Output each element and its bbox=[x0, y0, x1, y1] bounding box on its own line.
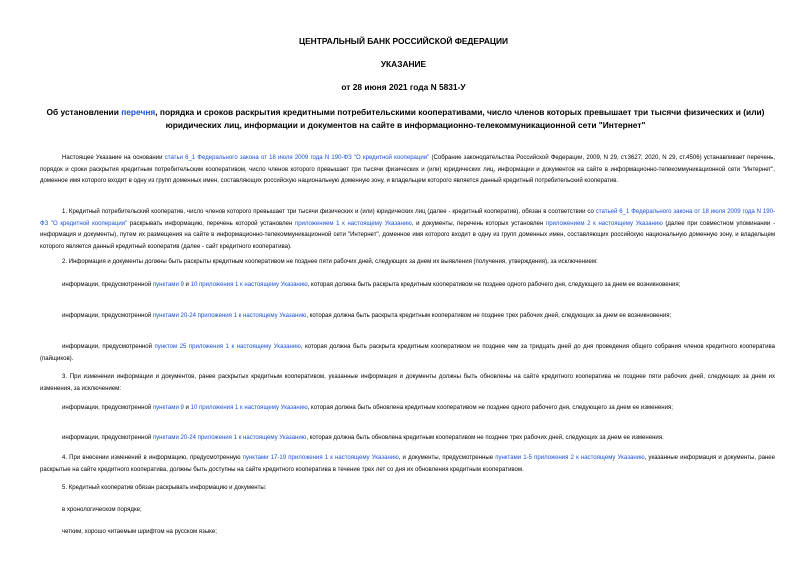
paragraph-3a bbox=[40, 403, 775, 415]
p2b-link-items-20-24[interactable]: пунктами 20-24 приложения 1 к настоящему Указанию bbox=[152, 313, 307, 319]
p2a-link-item-10[interactable]: 10 приложения 1 к настоящему Указанию bbox=[190, 282, 308, 288]
p4-text-3: , указанные информация и документы, ранее раскрытые на сайте кредитного кооператива, должны быть доступны на сайте кредитного кооператива в течение трех лет со дня их обновления кредитным кооперативом. bbox=[40, 455, 776, 473]
p4-link-items-17-19[interactable]: пунктами 17-19 приложения 1 к настоящему Указанию bbox=[242, 455, 399, 461]
p2a-text-1: информации, предусмотренной bbox=[62, 282, 153, 288]
p2a-text-2: и bbox=[183, 282, 191, 288]
p4-link-appendix-2-items-1-5[interactable]: пунктами 1-5 приложения 2 к настоящему Указанию bbox=[495, 455, 645, 461]
date-number-heading: от 28 июня 2021 года N 5831-У bbox=[341, 82, 466, 92]
paragraph-3: 3. При изменении информации и документов, ранее раскрытых кредитным кооперативом, указанные информация и документы должны быть обновлены на сайте кредитного кооператива не позднее пяти рабочих дней, следующих за днем их изменения, за исключением: bbox=[40, 374, 775, 392]
paragraph-2c bbox=[40, 342, 775, 365]
paragraph-2: 2. Информация и документы должны быть раскрыты кредитным кооперативом не позднее пяти рабочих дней, следующих за днем их выявления (получения, утверждения), за исключением: bbox=[62, 259, 598, 265]
paragraph-2b bbox=[40, 311, 775, 323]
intro-paragraph bbox=[40, 153, 775, 188]
p2c-text-2: , которая должна быть раскрыта кредитным кооперативом не позднее чем за тридцать дней до дня проведения общего собрания членов кредитного кооператива (пайщиков). bbox=[40, 344, 776, 362]
p3a-text-1: информации, предусмотренной bbox=[62, 405, 153, 411]
p2c-text-1: информации, предусмотренной bbox=[62, 344, 155, 350]
p1-text-1: 1. Кредитный потребительский кооператив, число членов которого превышает три тысячи физических и (или) юридических лиц (далее - кредитный кооператив), обязан в соответствии со bbox=[62, 209, 596, 215]
p4-text-1: 4. При внесении изменений в информацию, предусмотренную bbox=[62, 455, 243, 461]
p2a-link-item-9[interactable]: пунктами 9 bbox=[152, 282, 184, 288]
issuer-heading: ЦЕНТРАЛЬНЫЙ БАНК РОССИЙСКОЙ ФЕДЕРАЦИИ bbox=[298, 36, 509, 46]
document-title bbox=[28, 106, 783, 132]
intro-link-law-article[interactable]: статьи 6_1 Федерального закона от 18 июля 2009 года N 190-ФЗ "О кредитной кооперации" bbox=[164, 155, 430, 161]
p3a-text-3: , которая должна быть обновлена кредитным кооперативом не позднее одного рабочего дня, следующего за днем ее изменения; bbox=[307, 405, 673, 411]
title-link-perechen[interactable]: перечня bbox=[121, 107, 156, 117]
paragraph-2a bbox=[40, 280, 775, 292]
p3a-link-item-9[interactable]: пунктами 9 bbox=[152, 405, 184, 411]
paragraph-4 bbox=[40, 453, 775, 476]
paragraph-3b bbox=[40, 433, 775, 445]
p3a-text-2: и bbox=[183, 405, 191, 411]
p2b-text-1: информации, предусмотренной bbox=[62, 313, 153, 319]
p1-text-4: (далее при совместном упоминании - информация и документы), путем их размещения на сайте в информационно-телекоммуникационной сети "Интернет", доменное имя которого входит в одну из групп доменных имен, составляющих российскую национальную доменную зону, и владельцем которого является данный кредитный кооператив (далее - сайт кредитного кооператива). bbox=[40, 220, 775, 250]
document-type-heading: УКАЗАНИЕ bbox=[380, 59, 427, 69]
p1-text-3: , и документы, перечень которых установлен bbox=[411, 220, 546, 227]
paragraph-1 bbox=[40, 207, 775, 253]
p1-text-2: раскрывать информацию, перечень которой установлен bbox=[127, 220, 295, 227]
title-text-1: Об установлении bbox=[46, 107, 122, 117]
p4-text-2: , и документы, предусмотренные bbox=[398, 455, 496, 461]
p3b-text-2: , которая должна быть обновлена кредитным кооперативом не позднее трех рабочих дней, следующих за днем ее изменения. bbox=[306, 435, 664, 441]
paragraph-5: 5. Кредитный кооператив обязан раскрывать информацию и документы: bbox=[62, 485, 267, 491]
p2a-text-3: , которая должна быть раскрыта кредитным кооперативом не позднее одного рабочего дня, следующего за днем ее возникновения; bbox=[307, 282, 681, 288]
p2c-link-item-25[interactable]: пунктом 25 приложения 1 к настоящему Указанию bbox=[154, 344, 301, 350]
p1-link-appendix-1[interactable]: приложением 1 к настоящему Указанию bbox=[294, 220, 412, 227]
p1-link-appendix-2[interactable]: приложением 2 к настоящему Указанию bbox=[545, 220, 663, 227]
p2b-text-2: , которая должна быть раскрыта кредитным кооперативом не позднее трех рабочих дней, следующих за днем ее возникновения; bbox=[306, 313, 672, 319]
intro-text-1: Настоящее Указание на основании bbox=[62, 155, 165, 161]
p3b-text-1: информации, предусмотренной bbox=[62, 435, 153, 441]
p3a-link-item-10[interactable]: 10 приложения 1 к настоящему Указанию bbox=[190, 405, 308, 411]
intro-text-2: (Собрание законодательства Российской Федерации, 2009, N 29, ст.3627; 2020, N 29, ст.4506) устанавливает перечень, порядок и сроки раскрытия кредитным потребительским кооперативом, число членов которого превышает три тысячи физических и (или) юридических лиц, информации и документов на сайте в информационно-телекоммуникационной сети "Интернет", доменное имя которого входит в одну из групп доменных имен, составляющих российскую национальную доменную зону, и владельцем которого является данный кредитный потребительский кооператив. bbox=[40, 155, 776, 184]
paragraph-5a: в хронологическом порядке; bbox=[62, 507, 142, 513]
title-text-2: , порядка и сроков раскрытия кредитными потребительскими кооперативами, число членов которых превышает три тысячи физических и (или) юридических лиц, информации и документов на сайте в информационно-телекоммуникационной сети "Интернет" bbox=[155, 107, 765, 130]
p3b-link-items-20-24[interactable]: пунктами 20-24 приложения 1 к настоящему Указанию bbox=[152, 435, 307, 441]
paragraph-5b: четким, хорошо читаемым шрифтом на русском языке; bbox=[62, 529, 217, 535]
p1-link-law-article[interactable]: статьей 6_1 Федерального закона от 18 июля 2009 года N 190-ФЗ "О кредитной кооперации" bbox=[40, 209, 775, 227]
